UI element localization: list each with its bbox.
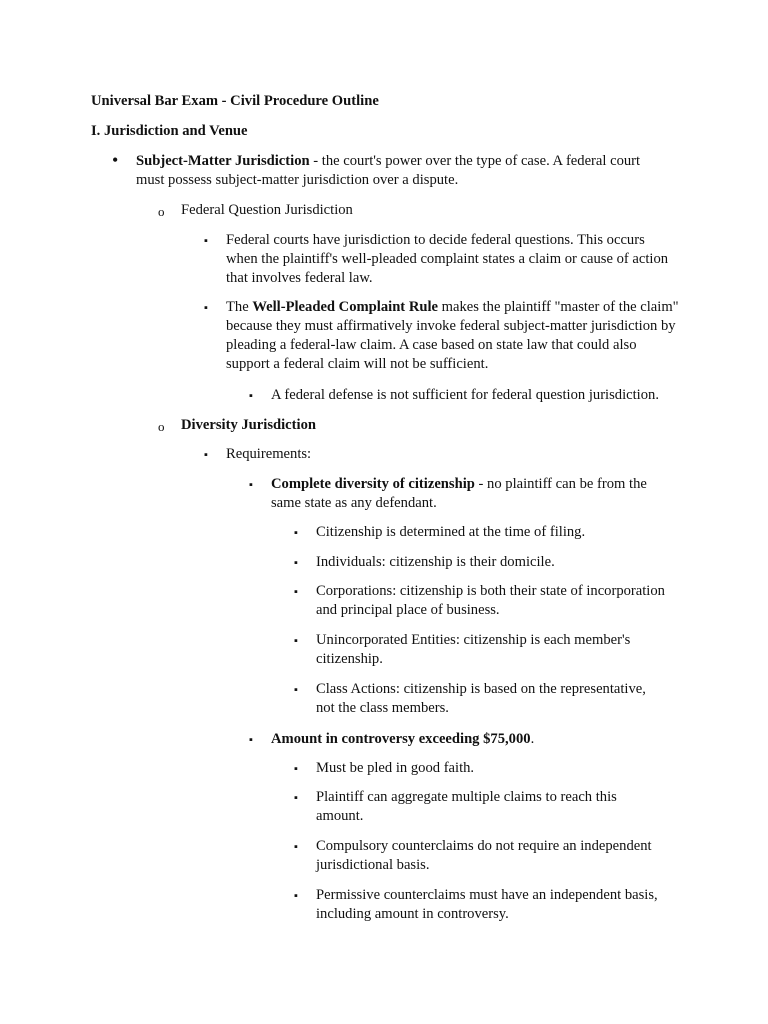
list-item — [316, 680, 668, 718]
item-text: Federal courts have jurisdiction to decide federal questions. This occurs when the plaintiff's well-pleaded complaint states a claim or cause of action that involves federal law. — [226, 232, 669, 286]
item-text: Must be pled in good faith. — [316, 760, 475, 776]
list-item — [316, 788, 636, 826]
item-text: makes the plaintiff "master of the claim" because they must affirmatively invoke federal subject-matter jurisdiction by pleading a federal-law claim. A case based on state law that could also support a federal claim will not be sufficient. — [226, 299, 679, 372]
item-text: Individuals: citizenship is their domicile. — [316, 554, 555, 570]
list-item — [226, 231, 674, 288]
circle-marker: o — [158, 419, 165, 434]
list-item — [136, 152, 672, 190]
document-title: Universal Bar Exam - Civil Procedure Outline — [91, 93, 379, 109]
item-bold: Complete diversity of citizenship — [271, 476, 475, 492]
item-text: Permissive counterclaims must have an independent basis, including amount in controversy. — [316, 887, 658, 922]
square-marker: ▪ — [294, 586, 298, 598]
square-marker: ▪ — [249, 390, 253, 402]
square-marker: ▪ — [294, 635, 298, 647]
bullet-marker: • — [112, 150, 119, 170]
item-text: - the court's power over the type of case. A federal court must possess subject-matter jurisdiction over a dispute. — [136, 153, 641, 188]
list-item — [316, 837, 676, 875]
list-item — [181, 201, 661, 220]
list-item — [316, 553, 686, 572]
section-heading: I. Jurisdiction and Venue — [91, 123, 248, 139]
list-item — [271, 386, 691, 405]
item-bold: Subject-Matter Jurisdiction — [136, 153, 310, 169]
list-item — [271, 475, 673, 513]
square-marker: ▪ — [294, 684, 298, 696]
item-bold: Diversity Jurisdiction — [181, 417, 316, 433]
square-marker: ▪ — [294, 841, 298, 853]
item-text: . — [530, 731, 535, 747]
item-pre: The — [226, 299, 253, 315]
square-marker: ▪ — [294, 763, 298, 775]
square-marker: ▪ — [294, 890, 298, 902]
square-marker: ▪ — [294, 557, 298, 569]
list-item — [226, 298, 680, 374]
item-text: - no plaintiff can be from the same state as any defendant. — [271, 476, 647, 511]
square-marker: ▪ — [204, 449, 208, 461]
list-item — [226, 445, 674, 464]
square-marker: ▪ — [294, 792, 298, 804]
circle-marker: o — [158, 204, 165, 219]
list-item — [271, 730, 673, 749]
item-text: Plaintiff can aggregate multiple claims to reach this amount. — [316, 789, 617, 824]
list-item — [316, 523, 686, 542]
square-marker: ▪ — [249, 479, 253, 491]
item-text: Compulsory counterclaims do not require an independent jurisdictional basis. — [316, 838, 652, 873]
item-bold: Amount in controversy exceeding $75,000 — [271, 731, 531, 747]
list-item — [316, 759, 686, 778]
item-text: Unincorporated Entities: citizenship is each member's citizenship. — [316, 632, 631, 667]
list-item — [316, 886, 686, 924]
item-text: Class Actions: citizenship is based on the representative, not the class members. — [316, 681, 646, 716]
item-text: A federal defense is not sufficient for federal question jurisdiction. — [271, 387, 659, 403]
item-text: Citizenship is determined at the time of filing. — [316, 524, 586, 540]
item-text: Requirements: — [226, 446, 312, 462]
item-text: Federal Question Jurisdiction — [181, 202, 353, 218]
square-marker: ▪ — [204, 302, 208, 314]
item-text: Corporations: citizenship is both their state of incorporation and principal place of business. — [316, 583, 665, 618]
list-item — [316, 582, 688, 620]
square-marker: ▪ — [249, 734, 253, 746]
list-item — [181, 416, 661, 435]
list-item — [316, 631, 656, 669]
square-marker: ▪ — [294, 527, 298, 539]
item-bold: Well-Pleaded Complaint Rule — [252, 299, 439, 315]
square-marker: ▪ — [204, 235, 208, 247]
